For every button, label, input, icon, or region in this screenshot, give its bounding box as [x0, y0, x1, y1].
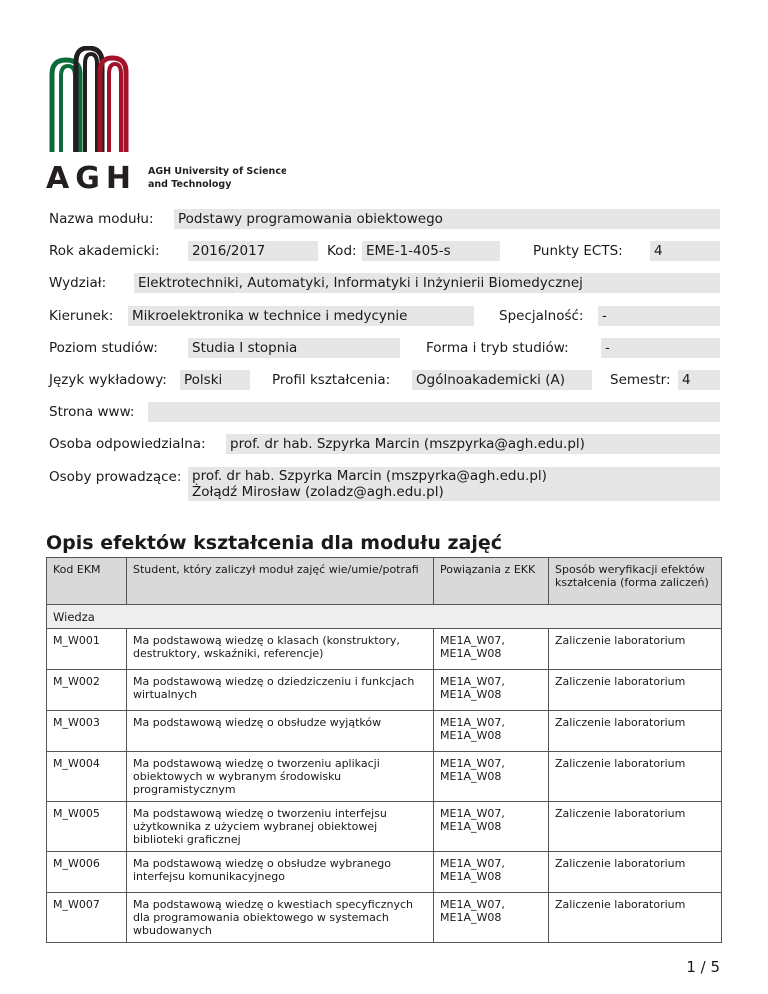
www-label: Strona www:: [49, 404, 135, 420]
ects-label: Punkty ECTS:: [533, 243, 623, 259]
logo-mark: AGH: [46, 161, 137, 194]
row-verify: Zaliczenie laboratorium: [549, 852, 722, 893]
agh-emblem-icon: [46, 46, 286, 194]
section-title: Opis efektów kształcenia dla modułu zajęć: [46, 532, 503, 554]
page-number: 1 / 5: [686, 958, 720, 976]
logo-line2: and Technology: [148, 179, 232, 190]
semester-value: 4: [678, 370, 720, 390]
language-label: Język wykładowy:: [49, 372, 167, 388]
row-verify: Zaliczenie laboratorium: [549, 893, 722, 943]
row-links: ME1A_W07, ME1A_W08: [434, 752, 549, 802]
code-value: EME-1-405-s: [362, 241, 500, 261]
module-name-label: Nazwa modułu:: [49, 211, 154, 227]
specialty-label: Specjalność:: [499, 308, 584, 324]
row-desc: Ma podstawową wiedzę o obsłudze wyjątków: [127, 711, 434, 752]
table-row: [47, 711, 722, 752]
row-verify: Zaliczenie laboratorium: [549, 711, 722, 752]
row-links: ME1A_W07, ME1A_W08: [434, 802, 549, 852]
row-verify: Zaliczenie laboratorium: [549, 670, 722, 711]
ects-value: 4: [650, 241, 720, 261]
table-row: [47, 802, 722, 852]
field-label: Kierunek:: [49, 308, 114, 324]
group-label: Wiedza: [47, 605, 722, 629]
table-row: [47, 752, 722, 802]
teachers-label: Osoby prowadzące:: [49, 469, 182, 485]
code-label: Kod:: [327, 243, 357, 259]
header-desc: Student, który zaliczył moduł zajęć wie/umie/potrafi: [127, 558, 434, 605]
semester-label: Semestr:: [610, 372, 671, 388]
profile-value: Ogólnoakademicki (A): [412, 370, 592, 390]
row-code: M_W004: [47, 752, 127, 802]
mode-value: -: [601, 338, 720, 358]
agh-logo: [46, 46, 286, 194]
www-value: [148, 402, 720, 422]
row-verify: Zaliczenie laboratorium: [549, 752, 722, 802]
logo-line1: AGH University of Science: [148, 166, 286, 177]
mode-label: Forma i tryb studiów:: [426, 340, 569, 356]
row-desc: Ma podstawową wiedzę o klasach (konstruktory, destruktory, wskaźniki, referencje): [127, 629, 434, 670]
header-code: Kod EKM: [47, 558, 127, 605]
row-verify: Zaliczenie laboratorium: [549, 802, 722, 852]
row-links: ME1A_W07, ME1A_W08: [434, 711, 549, 752]
row-links: ME1A_W07, ME1A_W08: [434, 629, 549, 670]
header-links: Powiązania z EKK: [434, 558, 549, 605]
row-verify: Zaliczenie laboratorium: [549, 629, 722, 670]
row-desc: Ma podstawową wiedzę o dziedziczeniu i funkcjach wirtualnych: [127, 670, 434, 711]
year-label: Rok akademicki:: [49, 243, 160, 259]
table-row: [47, 852, 722, 893]
row-desc: Ma podstawową wiedzę o tworzeniu interfejsu użytkownika z użyciem wybranej obiektowej biblioteki graficznej: [127, 802, 434, 852]
row-code: M_W007: [47, 893, 127, 943]
level-label: Poziom studiów:: [49, 340, 158, 356]
row-links: ME1A_W07, ME1A_W08: [434, 852, 549, 893]
row-code: M_W003: [47, 711, 127, 752]
table-row: [47, 629, 722, 670]
level-value: Studia I stopnia: [188, 338, 400, 358]
row-code: M_W002: [47, 670, 127, 711]
teacher-line: prof. dr hab. Szpyrka Marcin (mszpyrka@agh.edu.pl): [192, 468, 547, 484]
teacher-line: Żołądź Mirosław (zoladz@agh.edu.pl): [192, 484, 444, 500]
faculty-label: Wydział:: [49, 275, 107, 291]
learning-outcomes-table: [46, 557, 722, 943]
teachers-value: [188, 467, 720, 501]
profile-label: Profil kształcenia:: [272, 372, 391, 388]
table-group-row: [47, 605, 722, 629]
row-code: M_W001: [47, 629, 127, 670]
language-value: Polski: [180, 370, 250, 390]
row-links: ME1A_W07, ME1A_W08: [434, 893, 549, 943]
table-row: [47, 893, 722, 943]
year-value: 2016/2017: [188, 241, 318, 261]
row-code: M_W005: [47, 802, 127, 852]
module-name-value: Podstawy programowania obiektowego: [174, 209, 720, 229]
specialty-value: -: [598, 306, 720, 326]
row-desc: Ma podstawową wiedzę o tworzeniu aplikacji obiektowych w wybranym środowisku programistycznym: [127, 752, 434, 802]
field-value: Mikroelektronika w technice i medycynie: [128, 306, 474, 326]
row-desc: Ma podstawową wiedzę o kwestiach specyficznych dla programowania obiektowego w systemach wbudowanych: [127, 893, 434, 943]
responsible-label: Osoba odpowiedzialna:: [49, 436, 206, 452]
row-code: M_W006: [47, 852, 127, 893]
table-row: [47, 670, 722, 711]
header-verify: Sposób weryfikacji efektów kształcenia (forma zaliczeń): [549, 558, 722, 605]
table-header-row: [47, 558, 722, 605]
row-links: ME1A_W07, ME1A_W08: [434, 670, 549, 711]
row-desc: Ma podstawową wiedzę o obsłudze wybranego interfejsu komunikacyjnego: [127, 852, 434, 893]
responsible-value: prof. dr hab. Szpyrka Marcin (mszpyrka@agh.edu.pl): [226, 434, 720, 454]
faculty-value: Elektrotechniki, Automatyki, Informatyki i Inżynierii Biomedycznej: [134, 273, 720, 293]
